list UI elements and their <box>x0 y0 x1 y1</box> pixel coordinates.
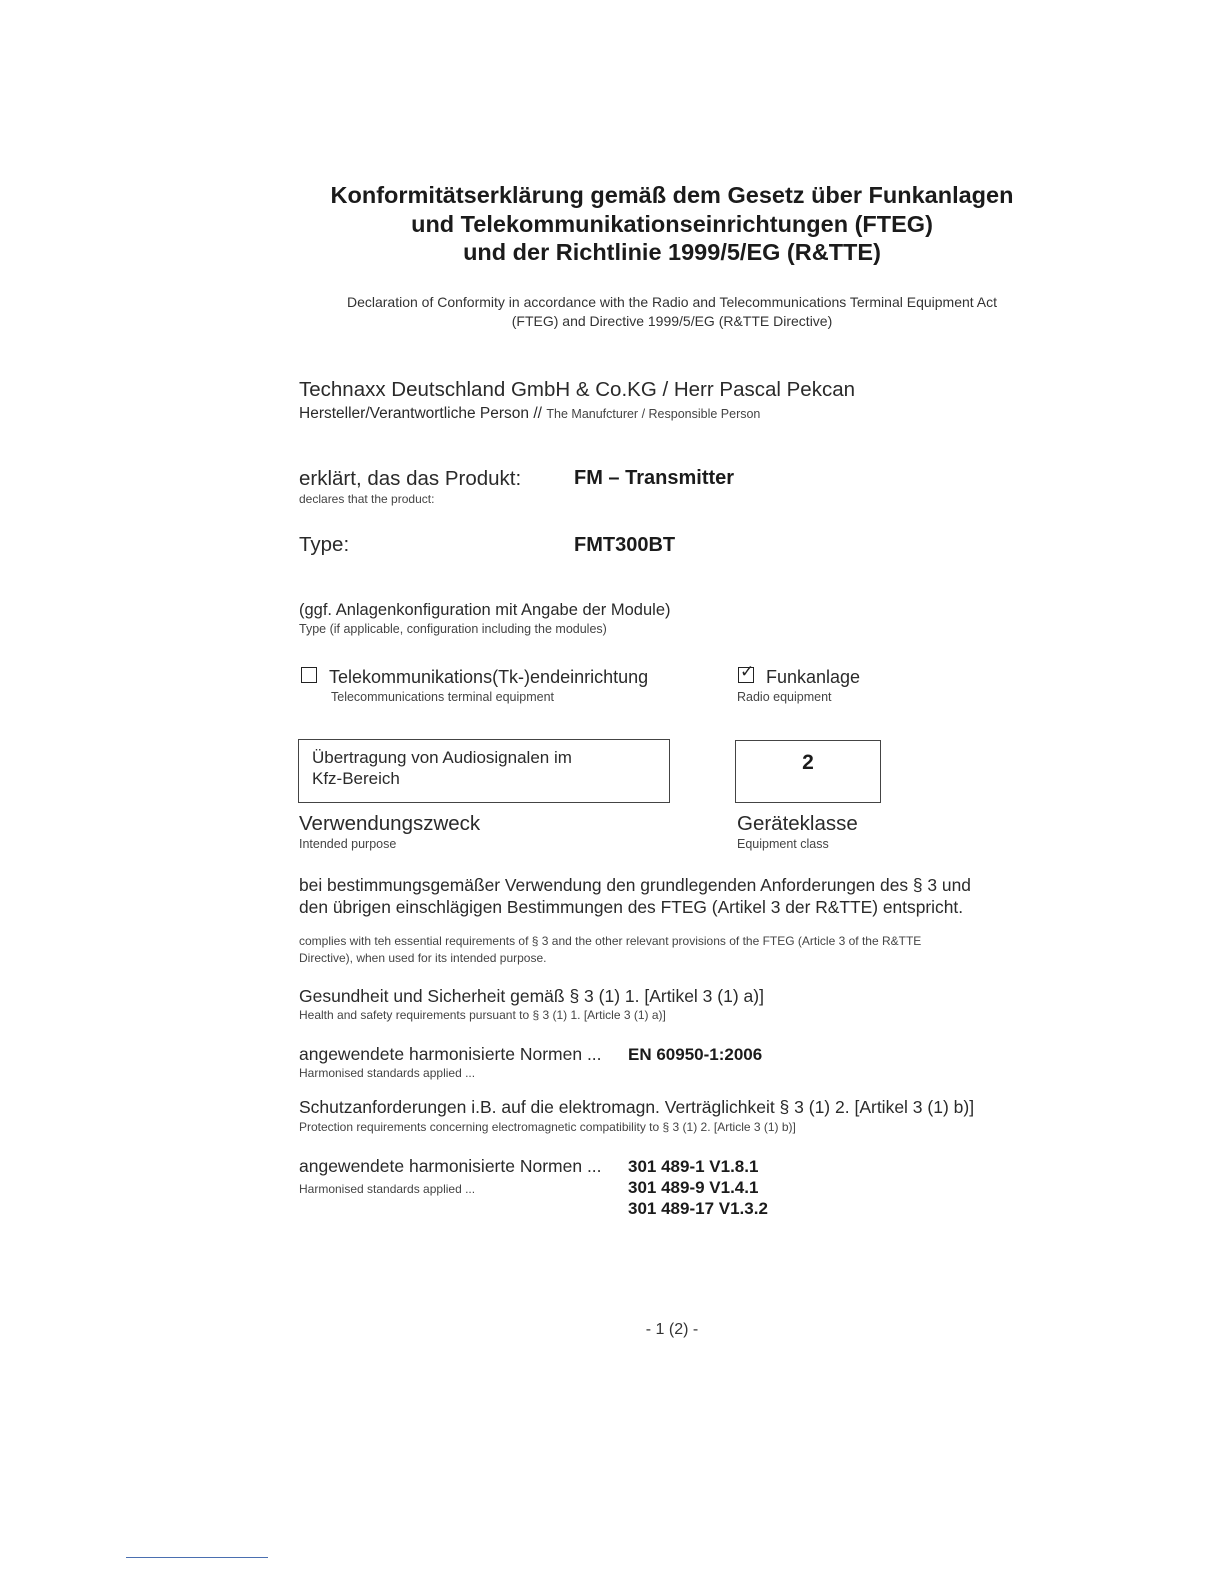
type-label: Type: <box>299 533 350 556</box>
radio-equipment-label-en: Radio equipment <box>737 690 832 704</box>
compliance-de-line-1: bei bestimmungsgemäßer Verwendung den grundlegenden Anforderungen des § 3 und <box>299 875 971 895</box>
radio-equipment-label-de: Funkanlage <box>766 667 861 687</box>
protection-de: Schutzanforderungen i.B. auf die elektromagn. Verträglichkeit § 3 (1) 2. [Artikel 3 (1) b)] <box>299 1097 975 1117</box>
purpose-box <box>298 739 670 803</box>
equipment-class-box <box>735 740 881 803</box>
compliance-en-line-1: complies with teh essential requirements of § 3 and the other relevant provisions of the FTEG (Article 3 of the R&TTE <box>299 934 922 948</box>
footnote-divider <box>126 1557 268 1558</box>
purpose-label-de: Verwendungszweck <box>299 812 481 835</box>
compliance-en <box>299 933 1044 966</box>
compliance-en-line-2: Directive), when used for its intended purpose. <box>299 950 547 965</box>
manufacturer-label <box>299 405 760 423</box>
purpose-label-en: Intended purpose <box>299 837 397 851</box>
manufacturer-label-de: Hersteller/Verantwortliche Person // <box>299 405 542 422</box>
compliance-de <box>299 874 1044 918</box>
equipment-class-label-en: Equipment class <box>737 837 829 851</box>
protection-en: Protection requirements concerning electromagnetic compatibility to § 3 (1) 2. [Article 3 (1) b)] <box>299 1120 796 1134</box>
document-subtitle <box>250 293 1094 330</box>
product-label-de: erklärt, das das Produkt: <box>299 467 522 490</box>
title-line-1: Konformitätserklärung gemäß dem Gesetz über Funkanlagen <box>330 182 1014 208</box>
product-value: FM – Transmitter <box>574 467 735 489</box>
standards1-label-de: angewendete harmonisierte Normen ... <box>299 1044 602 1064</box>
standards1-value: EN 60950-1:2006 <box>628 1045 763 1064</box>
type-value: FMT300BT <box>574 534 676 556</box>
standards2-item: 301 489-17 V1.3.2 <box>628 1199 768 1218</box>
standards2-item: 301 489-1 V1.8.1 <box>628 1157 759 1176</box>
equipment-class-label-de: Geräteklasse <box>737 812 858 835</box>
manufacturer-label-en: The Manufcturer / Responsible Person <box>546 407 761 421</box>
standards2-label-de: angewendete harmonisierte Normen ... <box>299 1156 602 1176</box>
title-line-2: und Telekommunikationseinrichtungen (FTEG) <box>411 210 933 237</box>
standards1-label-en: Harmonised standards applied ... <box>299 1066 476 1080</box>
compliance-de-line-2: den übrigen einschlägigen Bestimmungen des FTEG (Artikel 3 der R&TTE) entspricht. <box>299 897 964 917</box>
purpose-value-line-1: Übertragung von Audiosignalen im <box>312 748 572 767</box>
page-number: - 1 (2) - <box>645 1321 699 1338</box>
equipment-class-value: 2 <box>802 751 814 774</box>
subtitle-line-1: Declaration of Conformity in accordance with the Radio and Telecommunications Terminal Equipment Act <box>346 294 998 310</box>
manufacturer-name: Technaxx Deutschland GmbH & Co.KG / Herr Pascal Pekcan <box>299 378 856 401</box>
health-de: Gesundheit und Sicherheit gemäß § 3 (1) 1. [Artikel 3 (1) a)] <box>299 986 764 1006</box>
standards2-item: 301 489-9 V1.4.1 <box>628 1178 759 1197</box>
configuration-label-en: Type (if applicable, configuration including the modules) <box>299 622 607 636</box>
telecom-checkbox[interactable] <box>301 667 317 683</box>
product-label-en: declares that the product: <box>299 492 435 506</box>
standards2-label-en: Harmonised standards applied ... <box>299 1182 476 1196</box>
telecom-label-de: Telekommunikations(Tk-)endeinrichtung <box>329 667 649 687</box>
title-line-3: und der Richtlinie 1999/5/EG (R&TTE) <box>463 239 881 265</box>
radio-equipment-checkbox[interactable] <box>738 662 755 683</box>
health-en: Health and safety requirements pursuant to § 3 (1) 1. [Article 3 (1) a)] <box>299 1008 666 1022</box>
document-title <box>200 181 1144 267</box>
check-icon: ✓ <box>740 662 755 681</box>
purpose-value-line-2: Kfz-Bereich <box>312 769 400 788</box>
subtitle-line-2: (FTEG) and Directive 1999/5/EG (R&TTE Directive) <box>511 312 833 329</box>
telecom-label-en: Telecommunications terminal equipment <box>331 690 555 704</box>
standards2-list <box>628 1156 768 1219</box>
configuration-label-de: (ggf. Anlagenkonfiguration mit Angabe der Module) <box>299 601 671 619</box>
